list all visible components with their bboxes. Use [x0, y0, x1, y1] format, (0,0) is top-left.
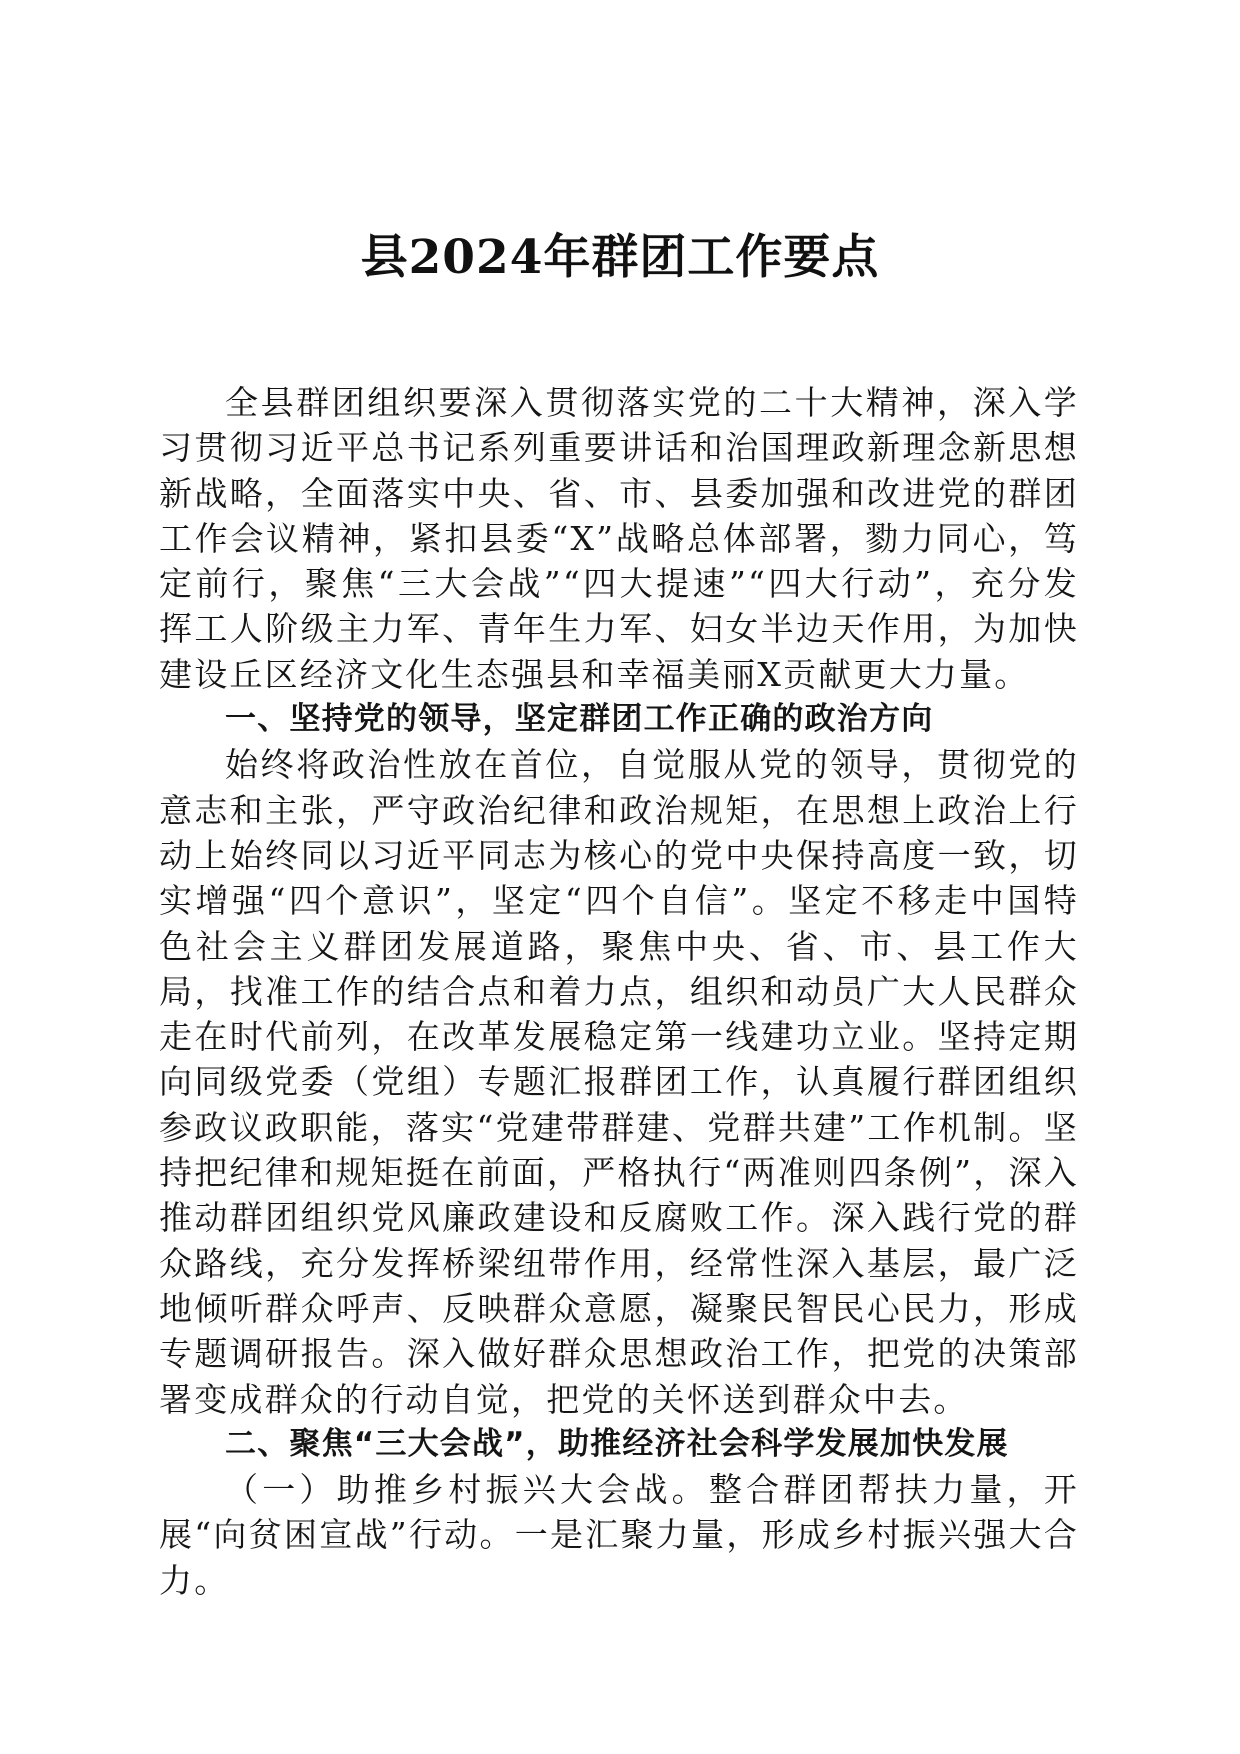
intro-paragraph: 全县群团组织要深入贯彻落实党的二十大精神，深入学习贯彻习近平总书记系列重要讲话和治国理政新理念新思想新战略，全面落实中央、省、市、县委加强和改进党的群团工作会议精神，紧扣县委“X”战略总体部署，勠力同心，笃定前行，聚焦“三大会战”“四大提速”“四大行动”，充分发挥工人阶级主力军、青年生力军、妇女半边天作用，为加快建设丘区经济文化生态强县和幸福美丽X贡献更大力量。	[159, 383, 1079, 694]
section-1-heading: 一、坚持党的领导，坚定群团工作正确的政治方向	[225, 701, 934, 738]
document-title: 县2024年群团工作要点	[360, 230, 880, 285]
section-2-heading: 二、聚焦“三大会战”，助推经济社会科学发展加快发展	[225, 1425, 1009, 1462]
section-1-paragraph: 始终将政治性放在首位，自觉服从党的领导，贯彻党的意志和主张，严守政治纪律和政治规矩，在思想上政治上行动上始终同以习近平同志为核心的党中央保持高度一致，切实增强“四个意识”，坚定“四个自信”。坚定不移走中国特色社会主义群团发展道路，聚焦中央、省、市、县工作大局，找准工作的结合点和着力点，组织和动员广大人民群众走在时代前列，在改革发展稳定第一线建功立业。坚持定期向同级党委（党组）专题汇报群团工作，认真履行群团组织参政议政职能，落实“党建带群建、党群共建”工作机制。坚持把纪律和规矩挺在前面，严格执行“两准则四条例”，深入推动群团组织党风廉政建设和反腐败工作。深入践行党的群众路线，充分发挥桥梁纽带作用，经常性深入基层，最广泛地倾听群众呼声、反映群众意愿，凝聚民智民心民力，形成专题调研报告。深入做好群众思想政治工作，把党的决策部署变成群众的行动自觉，把党的关怀送到群众中去。	[159, 745, 1079, 1419]
section-2-item-1-paragraph: （一）助推乡村振兴大会战。整合群团帮扶力量，开展“向贫困宣战”行动。一是汇聚力量，形成乡村振兴强大合力。	[159, 1470, 1079, 1600]
document-body	[159, 380, 1079, 1603]
